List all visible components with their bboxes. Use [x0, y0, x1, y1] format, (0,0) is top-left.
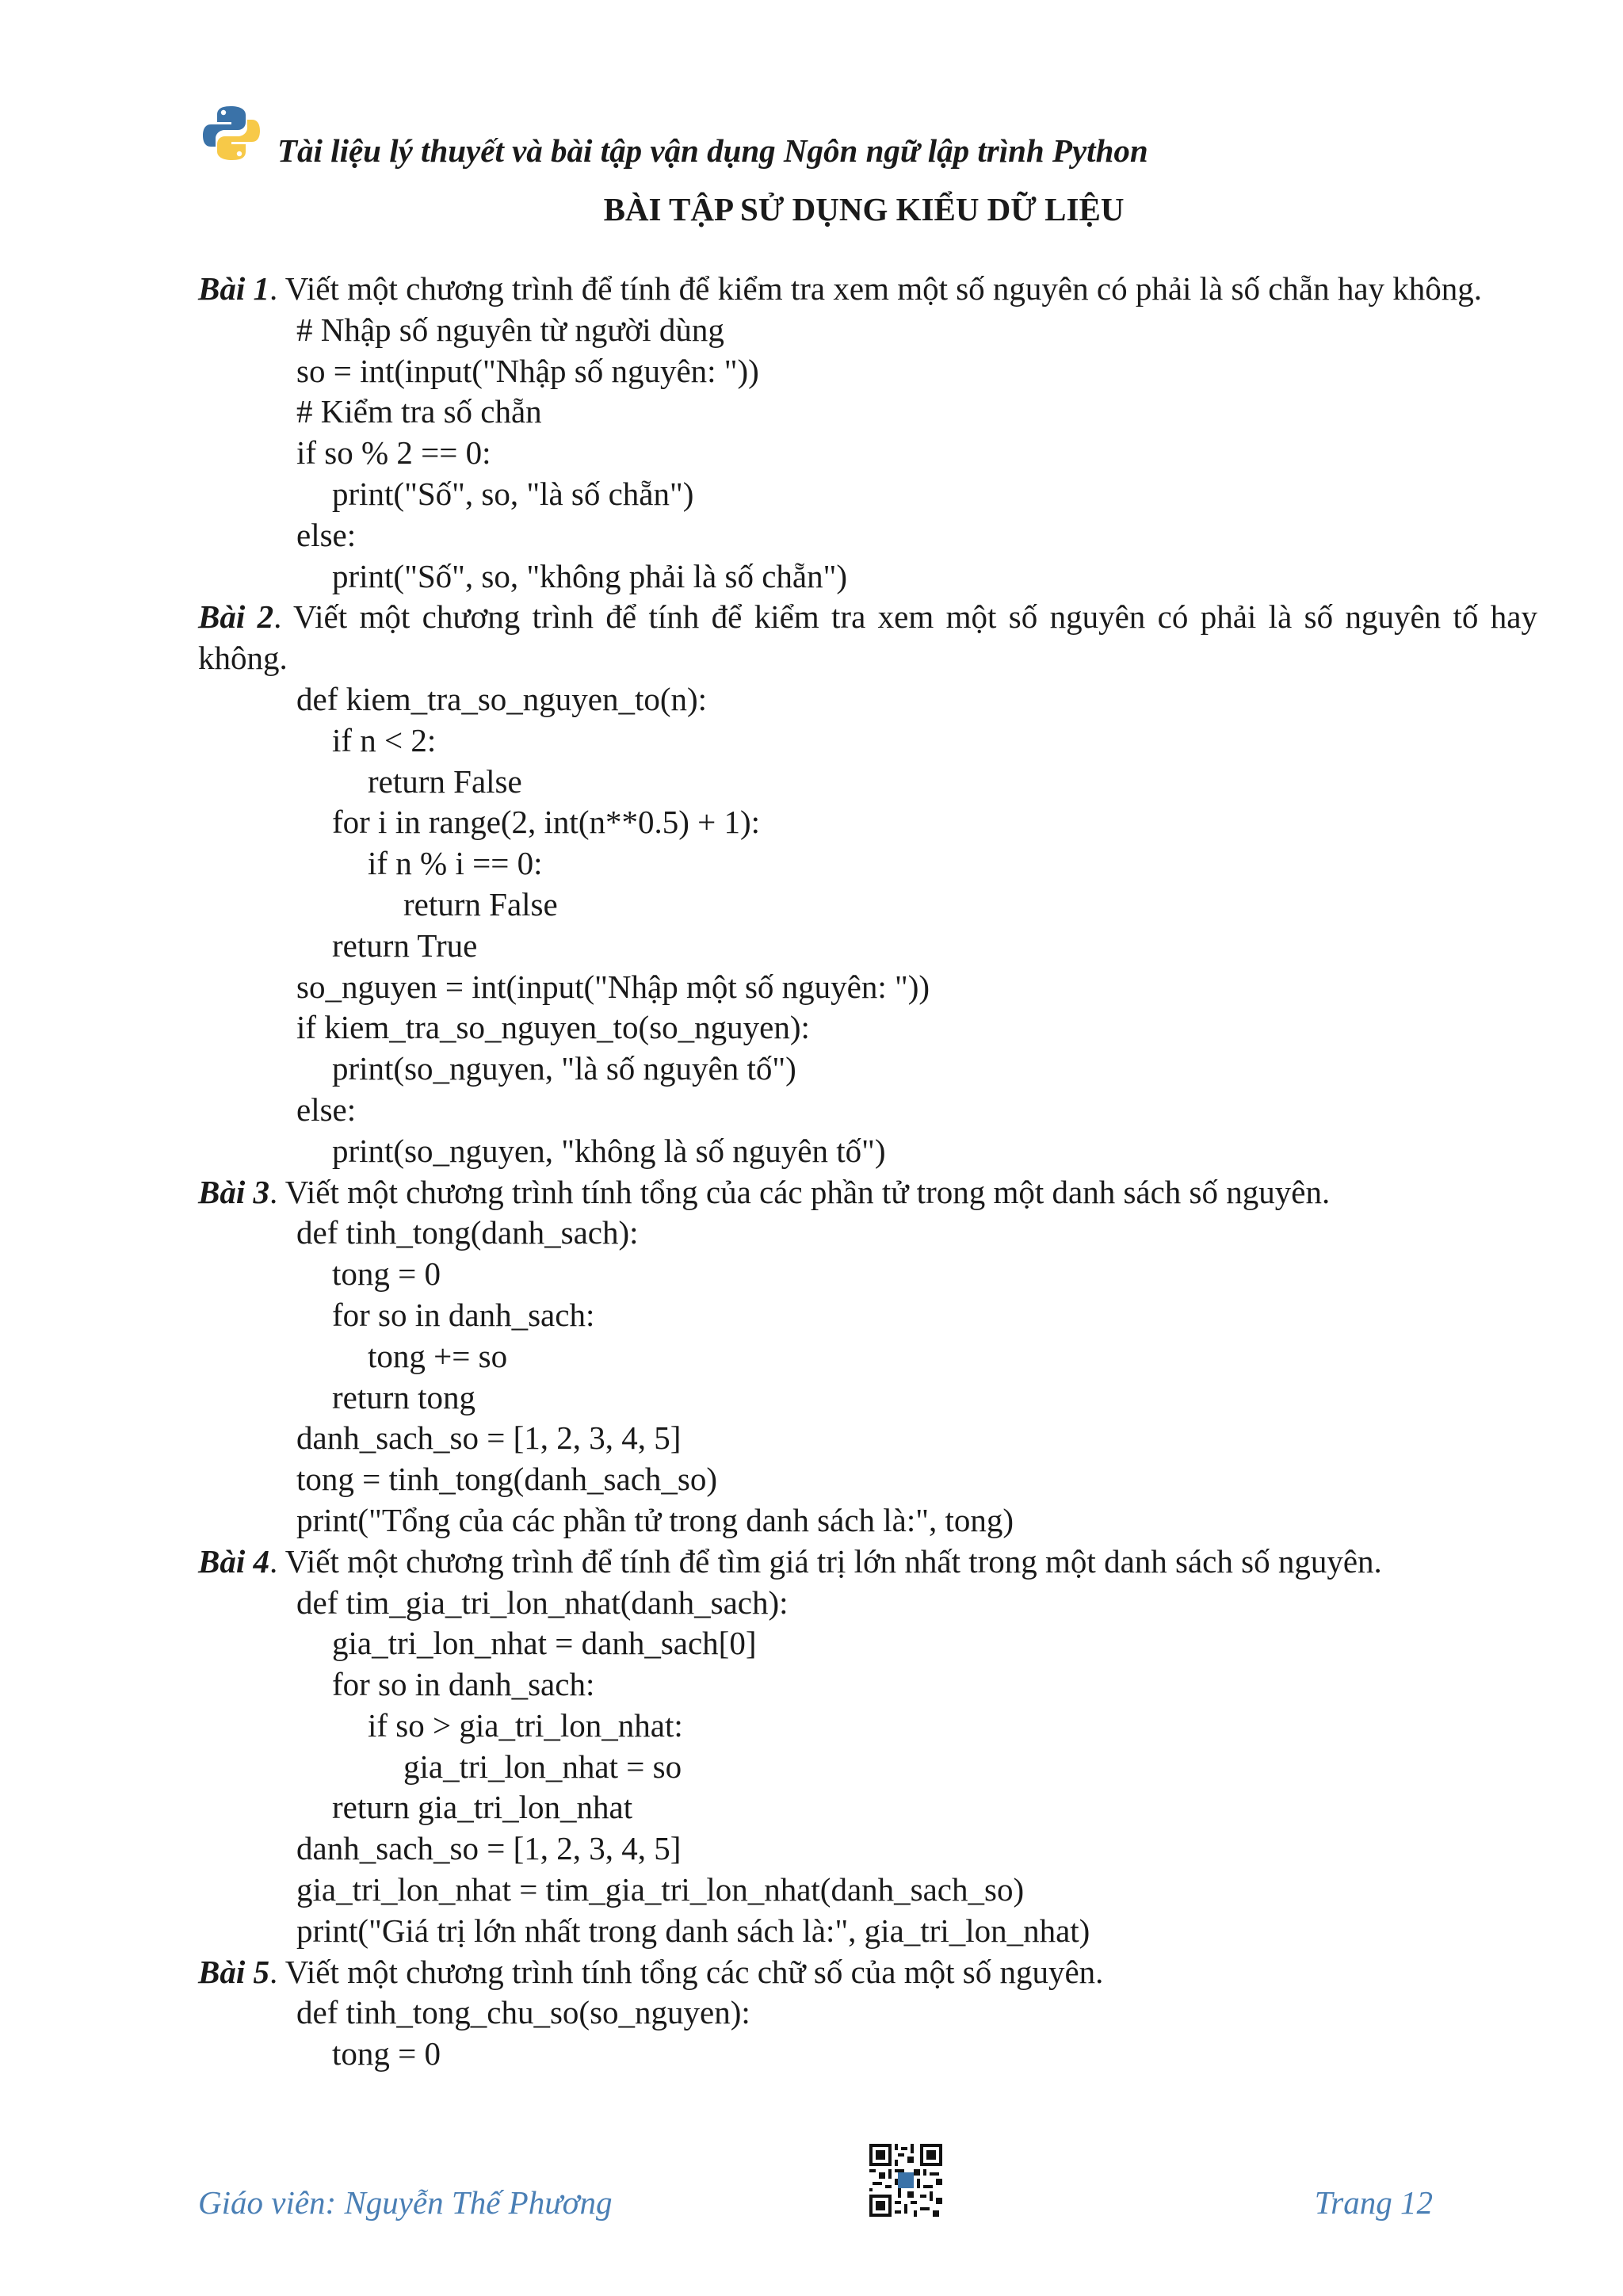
exercise-label: Bài 4 — [198, 1542, 269, 1580]
code-line: return tong — [332, 1378, 476, 1415]
page-title: BÀI TẬP SỬ DỤNG KIỂU DỮ LIỆU — [603, 191, 1125, 227]
exercise-block — [198, 597, 1537, 1171]
document-header-title: Tài liệu lý thuyết và bài tập vận dụng Ngôn ngữ lập trình Python — [277, 132, 1148, 169]
code-line: tong += so — [368, 1337, 508, 1374]
code-line: danh_sach_so = [1, 2, 3, 4, 5] — [296, 1830, 682, 1867]
code-line: so_nguyen = int(input("Nhập một số nguyên: ")) — [296, 968, 930, 1005]
code-line: so = int(input("Nhập số nguyên: ")) — [296, 352, 759, 389]
code-line: return False — [403, 885, 558, 923]
code-block — [198, 310, 1537, 598]
exercise-text: . Viết một chương trình để tính để kiểm tra xem một số nguyên có phải là số nguyên tố hay không. — [198, 598, 1537, 677]
exercise-statement — [198, 269, 1537, 310]
code-line: def tinh_tong(danh_sach): — [296, 1214, 639, 1251]
code-line: # Nhập số nguyên từ người dùng — [296, 311, 724, 348]
code-block — [198, 1992, 1537, 2075]
code-line: tong = 0 — [332, 2035, 441, 2073]
code-line: return True — [332, 926, 478, 964]
exercise-block — [198, 1541, 1537, 1952]
code-line: gia_tri_lon_nhat = so — [403, 1748, 682, 1785]
exercise-text: . Viết một chương trình tính tổng của các phần tử trong một danh sách số nguyên. — [269, 1173, 1331, 1210]
exercise-text: . Viết một chương trình tính tổng các chữ số của một số nguyên. — [269, 1953, 1104, 1990]
code-line: print(so_nguyen, "không là số nguyên tố") — [332, 1132, 886, 1169]
exercise-label: Bài 5 — [198, 1953, 269, 1990]
code-line: print(so_nguyen, "là số nguyên tố") — [332, 1050, 796, 1087]
code-block — [198, 1213, 1537, 1541]
code-block — [198, 1583, 1537, 1952]
code-line: tong = 0 — [332, 1255, 441, 1293]
code-line: def tim_gia_tri_lon_nhat(danh_sach): — [296, 1584, 789, 1621]
code-line: return False — [368, 762, 522, 800]
exercise-block — [198, 1172, 1537, 1541]
exercise-statement — [198, 1541, 1537, 1583]
code-block — [198, 679, 1537, 1172]
exercise-block — [198, 269, 1537, 597]
code-line: def tinh_tong_chu_so(so_nguyen): — [296, 1994, 750, 2031]
code-line: for i in range(2, int(n**0.5) + 1): — [332, 804, 761, 841]
code-line: print("Tổng của các phần tử trong danh sách là:", tong) — [296, 1501, 1014, 1538]
code-line: if so > gia_tri_lon_nhat: — [368, 1706, 683, 1744]
exercise-statement — [198, 597, 1537, 679]
exercise-text: . Viết một chương trình để tính để kiểm tra xem một số nguyên có phải là số chẵn hay không. — [269, 270, 1483, 307]
exercise-label: Bài 2 — [198, 598, 274, 636]
exercise-label: Bài 1 — [198, 270, 269, 307]
exercise-statement — [198, 1952, 1537, 1993]
code-line: gia_tri_lon_nhat = tim_gia_tri_lon_nhat(danh_sach_so) — [296, 1871, 1025, 1908]
code-line: if kiem_tra_so_nguyen_to(so_nguyen): — [296, 1009, 810, 1046]
code-line: for so in danh_sach: — [332, 1666, 595, 1703]
code-line: return gia_tri_lon_nhat — [332, 1789, 633, 1826]
code-line: print("Giá trị lớn nhất trong danh sách là:", gia_tri_lon_nhat) — [296, 1912, 1090, 1949]
code-line: else: — [296, 1091, 357, 1128]
code-line: tong = tinh_tong(danh_sach_so) — [296, 1461, 717, 1498]
code-line: gia_tri_lon_nhat = danh_sach[0] — [332, 1625, 757, 1662]
code-line: if so % 2 == 0: — [296, 434, 491, 472]
code-line: def kiem_tra_so_nguyen_to(n): — [296, 680, 708, 717]
footer-page-number: Trang 12 — [1314, 2184, 1433, 2221]
exercise-label: Bài 3 — [198, 1173, 269, 1210]
footer-teacher-name: Giáo viên: Nguyễn Thế Phương — [198, 2184, 613, 2221]
code-line: danh_sach_so = [1, 2, 3, 4, 5] — [296, 1419, 682, 1457]
python-logo-icon — [201, 103, 262, 163]
code-line: # Kiểm tra số chẵn — [296, 393, 542, 430]
exercise-text: . Viết một chương trình để tính để tìm giá trị lớn nhất trong một danh sách số nguyên. — [269, 1542, 1382, 1580]
code-line: print("Số", so, "không phải là số chẵn") — [332, 557, 847, 594]
exercise-block — [198, 1952, 1537, 2075]
qr-code-icon — [869, 2144, 942, 2217]
code-line: else: — [296, 516, 357, 553]
code-line: if n < 2: — [332, 721, 437, 758]
code-line: for so in danh_sach: — [332, 1296, 595, 1333]
exercise-list — [198, 269, 1537, 2075]
code-line: if n % i == 0: — [368, 845, 543, 882]
code-line: print("Số", so, "là số chẵn") — [332, 475, 694, 512]
exercise-statement — [198, 1172, 1537, 1213]
